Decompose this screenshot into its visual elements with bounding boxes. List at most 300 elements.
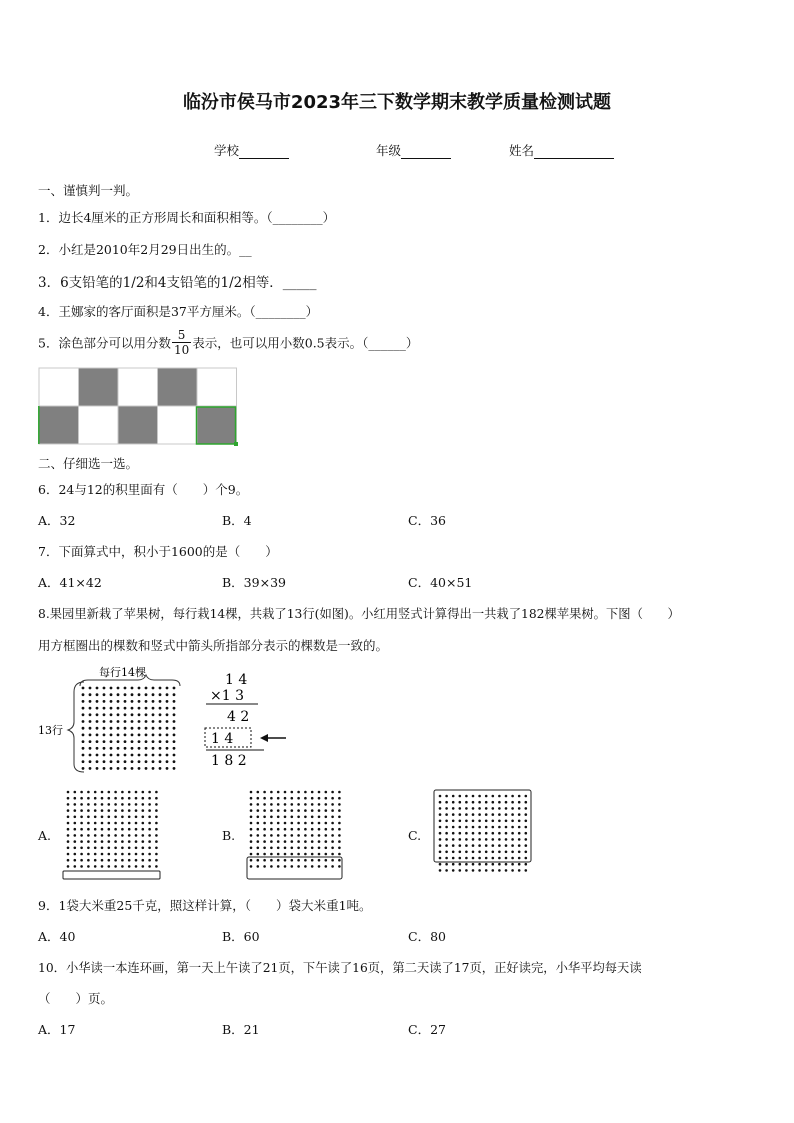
tree-dot	[114, 853, 117, 856]
tree-dot	[101, 834, 104, 837]
tree-dot	[142, 828, 145, 831]
tree-dot	[277, 803, 280, 806]
tree-dot	[80, 834, 83, 837]
tree-dot	[525, 820, 528, 823]
tree-dot	[87, 809, 90, 812]
tree-dot	[263, 834, 266, 837]
school-blank[interactable]	[239, 145, 289, 159]
tree-dot	[250, 847, 253, 850]
q6-option-c[interactable]: C．36	[408, 513, 446, 528]
tree-dot	[117, 760, 120, 763]
tree-dot	[325, 816, 328, 819]
tree-dot	[318, 803, 321, 806]
tree-dot	[257, 847, 260, 850]
tree-dot	[338, 853, 341, 856]
tree-dot	[96, 734, 99, 737]
tree-dot	[108, 865, 111, 868]
tree-dot	[318, 865, 321, 868]
tree-dot	[331, 822, 334, 825]
tree-dot	[74, 834, 77, 837]
tree-dot	[173, 727, 176, 730]
tree-dot	[270, 828, 273, 831]
tree-dot	[525, 813, 528, 816]
tree-dot	[82, 693, 85, 696]
tree-dot	[155, 816, 158, 819]
tree-dot	[121, 809, 124, 812]
tree-dot	[492, 838, 495, 841]
tree-dot	[325, 847, 328, 850]
tree-dot	[148, 803, 151, 806]
option-b-figure[interactable]	[245, 788, 345, 884]
tree-dot	[135, 853, 138, 856]
vertical-multiplication	[200, 670, 290, 770]
tree-dot	[101, 853, 104, 856]
tree-dot	[304, 840, 307, 843]
tree-dot	[74, 865, 77, 868]
tree-dot	[124, 760, 127, 763]
tree-dot	[101, 828, 104, 831]
tree-dot	[145, 713, 148, 716]
tree-dot	[250, 816, 253, 819]
grade-blank[interactable]	[401, 145, 451, 159]
tree-dot	[304, 822, 307, 825]
tree-dot	[492, 851, 495, 854]
tree-dot	[452, 832, 455, 835]
section-1-heading: 一、谨慎判一判。	[38, 183, 139, 198]
tree-dot	[128, 797, 131, 800]
tree-dot	[311, 834, 314, 837]
tree-dot	[518, 820, 521, 823]
tree-dot	[110, 707, 113, 710]
q8-option-a[interactable]: A.	[38, 828, 52, 843]
tree-dot	[173, 720, 176, 723]
tree-dot	[318, 847, 321, 850]
tree-dot	[270, 859, 273, 862]
tree-dot	[459, 820, 462, 823]
tree-dot	[101, 822, 104, 825]
tree-dot	[94, 865, 97, 868]
grade-field	[376, 141, 451, 159]
tree-dot	[318, 853, 321, 856]
tree-dot	[67, 840, 70, 843]
tree-dot	[284, 816, 287, 819]
tree-dot	[74, 840, 77, 843]
tree-dot	[304, 853, 307, 856]
tree-dot	[94, 853, 97, 856]
tree-dot	[472, 801, 475, 804]
tree-dot	[89, 687, 92, 690]
tree-dot	[270, 865, 273, 868]
tree-dot	[173, 713, 176, 716]
question-1: 1．边长4厘米的正方形周长和面积相等。（________）	[38, 210, 336, 225]
tree-dot	[498, 801, 501, 804]
tree-dot	[270, 803, 273, 806]
tree-dot	[145, 734, 148, 737]
name-blank[interactable]	[534, 145, 614, 159]
tree-dot	[263, 828, 266, 831]
tree-dot	[155, 853, 158, 856]
tree-dot	[155, 834, 158, 837]
tree-dot	[74, 847, 77, 850]
tree-dot	[331, 791, 334, 794]
tree-dot	[110, 720, 113, 723]
tree-dot	[159, 720, 162, 723]
tree-dot	[277, 840, 280, 843]
tree-dot	[270, 791, 273, 794]
tree-dot	[155, 803, 158, 806]
tree-dot	[67, 853, 70, 856]
tree-dot	[138, 700, 141, 703]
tree-dot	[311, 847, 314, 850]
tree-dot	[465, 863, 468, 866]
tree-dot	[445, 863, 448, 866]
tree-dot	[452, 838, 455, 841]
tree-dot	[96, 767, 99, 770]
tree-dot	[103, 727, 106, 730]
tree-dot	[297, 847, 300, 850]
tree-dot	[284, 791, 287, 794]
tree-dot	[250, 791, 253, 794]
tree-dot	[439, 807, 442, 810]
tree-dot	[166, 747, 169, 750]
tree-dot	[103, 734, 106, 737]
tree-dot	[485, 844, 488, 847]
tree-dot	[173, 707, 176, 710]
tree-dot	[142, 816, 145, 819]
tree-dot	[478, 820, 481, 823]
q9-option-b[interactable]: B．60	[222, 929, 260, 944]
tree-dot	[277, 809, 280, 812]
tree-dot	[511, 863, 514, 866]
tree-dot	[277, 816, 280, 819]
tree-dot	[311, 816, 314, 819]
tree-dot	[465, 857, 468, 860]
tree-dot	[318, 828, 321, 831]
tree-dot	[338, 803, 341, 806]
tree-dot	[263, 865, 266, 868]
tree-dot	[82, 720, 85, 723]
tree-dot	[472, 857, 475, 860]
tree-dot	[297, 828, 300, 831]
tree-dot	[311, 865, 314, 868]
option-c-figure[interactable]	[433, 788, 533, 884]
tree-dot	[87, 865, 90, 868]
tree-dot	[173, 740, 176, 743]
tree-dot	[492, 807, 495, 810]
blank-cell	[197, 368, 237, 406]
tree-dot	[108, 791, 111, 794]
tree-dot	[87, 859, 90, 862]
q10-option-a[interactable]: A．17	[38, 1022, 76, 1037]
tree-dot	[142, 797, 145, 800]
tree-dot	[82, 700, 85, 703]
tree-dot	[445, 844, 448, 847]
tree-dot	[525, 807, 528, 810]
tree-dot	[155, 859, 158, 862]
tree-dot	[304, 834, 307, 837]
tree-dot	[505, 844, 508, 847]
q10-option-c[interactable]: C．27	[408, 1022, 446, 1037]
tree-dot	[148, 834, 151, 837]
tree-dot	[338, 847, 341, 850]
name-label: 姓名	[509, 143, 535, 158]
tree-dot	[318, 859, 321, 862]
tree-dot	[124, 747, 127, 750]
calc-partial-1: 4 2	[227, 709, 250, 725]
tree-dot	[465, 851, 468, 854]
tree-dot	[518, 832, 521, 835]
tree-dot	[445, 869, 448, 872]
q9-option-a[interactable]: A．40	[38, 929, 76, 944]
tree-dot	[135, 797, 138, 800]
tree-dot	[277, 828, 280, 831]
tree-dot	[291, 840, 294, 843]
calc-partial-2: 1 4	[211, 731, 234, 747]
tree-dot	[277, 791, 280, 794]
tree-dot	[291, 816, 294, 819]
tree-dot	[472, 795, 475, 798]
tree-dot	[498, 832, 501, 835]
tree-dot	[121, 828, 124, 831]
tree-dot	[277, 834, 280, 837]
tree-dot	[108, 834, 111, 837]
tree-dot	[284, 859, 287, 862]
tree-dot	[325, 828, 328, 831]
tree-dot	[108, 797, 111, 800]
q7-option-b[interactable]: B．39×39	[222, 575, 286, 590]
q8-option-c[interactable]: C.	[408, 828, 422, 843]
per-row-label: 每行14棵	[99, 666, 146, 679]
tree-dot	[472, 832, 475, 835]
tree-dot	[128, 809, 131, 812]
tree-dot	[135, 828, 138, 831]
tree-dot	[159, 754, 162, 757]
tree-dot	[74, 828, 77, 831]
tree-dot	[459, 857, 462, 860]
tree-dot	[297, 834, 300, 837]
tree-dot	[96, 687, 99, 690]
tree-dot	[270, 816, 273, 819]
tree-dot	[338, 834, 341, 837]
tree-dot	[485, 832, 488, 835]
tree-dot	[152, 734, 155, 737]
tree-dot	[114, 847, 117, 850]
tree-dot	[505, 869, 508, 872]
tree-dot	[498, 863, 501, 866]
tree-dot	[67, 809, 70, 812]
tree-dot	[94, 828, 97, 831]
tree-dot	[121, 840, 124, 843]
tree-dot	[114, 809, 117, 812]
tree-dot	[311, 809, 314, 812]
tree-dot	[117, 713, 120, 716]
tree-dot	[452, 795, 455, 798]
tree-dot	[284, 828, 287, 831]
tree-dot	[465, 826, 468, 829]
tree-dot	[166, 687, 169, 690]
tree-dot	[101, 797, 104, 800]
tree-dot	[257, 797, 260, 800]
tree-dot	[67, 865, 70, 868]
option-c-box	[434, 790, 531, 862]
tree-dot	[257, 791, 260, 794]
tree-dot	[67, 791, 70, 794]
q7-option-a[interactable]: A．41×42	[38, 575, 102, 590]
q10-option-b[interactable]: B．21	[222, 1022, 260, 1037]
tree-dot	[155, 847, 158, 850]
fraction	[172, 328, 191, 357]
tree-dot	[297, 803, 300, 806]
tree-dot	[472, 838, 475, 841]
tree-dot	[131, 740, 134, 743]
tree-dot	[103, 720, 106, 723]
tree-dot	[135, 803, 138, 806]
tree-dot	[87, 847, 90, 850]
shaded-cell	[197, 406, 237, 444]
tree-dot	[110, 687, 113, 690]
tree-dot	[525, 801, 528, 804]
tree-dot	[138, 687, 141, 690]
tree-dot	[67, 822, 70, 825]
tree-dot	[148, 853, 151, 856]
question-6: 6．24与12的积里面有（ ）个9。	[38, 482, 249, 497]
tree-dot	[518, 844, 521, 847]
tree-dot	[67, 797, 70, 800]
tree-dot	[331, 853, 334, 856]
tree-dot	[117, 767, 120, 770]
tree-dot	[110, 740, 113, 743]
tree-dot	[318, 822, 321, 825]
question-9: 9．1袋大米重25千克，照这样计算，（ ）袋大米重1吨。	[38, 898, 372, 913]
tree-dot	[103, 687, 106, 690]
tree-dot	[518, 826, 521, 829]
tree-dot	[318, 797, 321, 800]
tree-dot	[445, 826, 448, 829]
tree-dot	[250, 822, 253, 825]
tree-dot	[498, 820, 501, 823]
tree-dot	[277, 847, 280, 850]
tree-dot	[478, 813, 481, 816]
tree-dot	[87, 834, 90, 837]
tree-dot	[250, 834, 253, 837]
tree-dot	[263, 809, 266, 812]
resize-handle[interactable]	[234, 442, 238, 446]
tree-dot	[131, 713, 134, 716]
tree-dot	[103, 693, 106, 696]
tree-dot	[166, 713, 169, 716]
tree-dot	[148, 809, 151, 812]
tree-dot	[297, 822, 300, 825]
tree-dot	[277, 822, 280, 825]
tree-dot	[80, 803, 83, 806]
orchard-figure	[36, 664, 186, 776]
q9-option-c[interactable]: C．80	[408, 929, 446, 944]
tree-dot	[338, 828, 341, 831]
tree-dot	[465, 801, 468, 804]
tree-dot	[505, 813, 508, 816]
tree-dot	[124, 693, 127, 696]
tree-dot	[511, 838, 514, 841]
tree-dot	[114, 828, 117, 831]
tree-dot	[263, 816, 266, 819]
tree-dot	[138, 760, 141, 763]
blank-cell	[79, 406, 119, 444]
tree-dot	[110, 760, 113, 763]
tree-dot	[439, 801, 442, 804]
q6-option-a[interactable]: A．32	[38, 513, 76, 528]
q8-option-b[interactable]: B.	[222, 828, 236, 843]
tree-dot	[108, 816, 111, 819]
tree-dot	[284, 840, 287, 843]
tree-dot	[135, 847, 138, 850]
tree-dot	[135, 840, 138, 843]
tree-dot	[80, 816, 83, 819]
tree-dot	[103, 754, 106, 757]
tree-dot	[498, 844, 501, 847]
tree-dot	[445, 807, 448, 810]
tree-dot	[110, 747, 113, 750]
tree-dot	[518, 863, 521, 866]
tree-dot	[96, 727, 99, 730]
tree-dot	[67, 828, 70, 831]
tree-dot	[89, 740, 92, 743]
tree-dot	[152, 727, 155, 730]
tree-dot	[263, 791, 266, 794]
tree-dot	[80, 847, 83, 850]
tree-dot	[445, 820, 448, 823]
tree-dot	[155, 840, 158, 843]
q6-option-b[interactable]: B．4	[222, 513, 252, 528]
tree-dot	[114, 803, 117, 806]
tree-dot	[439, 832, 442, 835]
tree-dot	[80, 797, 83, 800]
tree-dot	[173, 693, 176, 696]
q7-option-c[interactable]: C．40×51	[408, 575, 473, 590]
tree-dot	[478, 869, 481, 872]
tree-dot	[159, 767, 162, 770]
tree-dot	[325, 822, 328, 825]
tree-dot	[131, 700, 134, 703]
tree-dot	[155, 828, 158, 831]
tree-dot	[121, 853, 124, 856]
tree-dot	[67, 847, 70, 850]
tree-dot	[94, 834, 97, 837]
rows-label: 13行	[38, 724, 63, 737]
tree-dot	[159, 734, 162, 737]
tree-dot	[250, 803, 253, 806]
tree-dot	[263, 840, 266, 843]
tree-dot	[173, 754, 176, 757]
tree-dot	[82, 727, 85, 730]
tree-dot	[465, 844, 468, 847]
tree-dot	[131, 767, 134, 770]
tree-dot	[311, 853, 314, 856]
tree-dot	[108, 809, 111, 812]
tree-dot	[148, 816, 151, 819]
tree-dot	[145, 720, 148, 723]
tree-dot	[138, 747, 141, 750]
tree-dot	[166, 740, 169, 743]
tree-dot	[121, 803, 124, 806]
tree-dot	[108, 840, 111, 843]
tree-dot	[128, 865, 131, 868]
tree-dot	[121, 822, 124, 825]
tree-dot	[124, 754, 127, 757]
shaded-grid	[38, 366, 243, 448]
option-a-figure[interactable]	[62, 786, 162, 882]
tree-dot	[166, 754, 169, 757]
tree-dot	[114, 834, 117, 837]
